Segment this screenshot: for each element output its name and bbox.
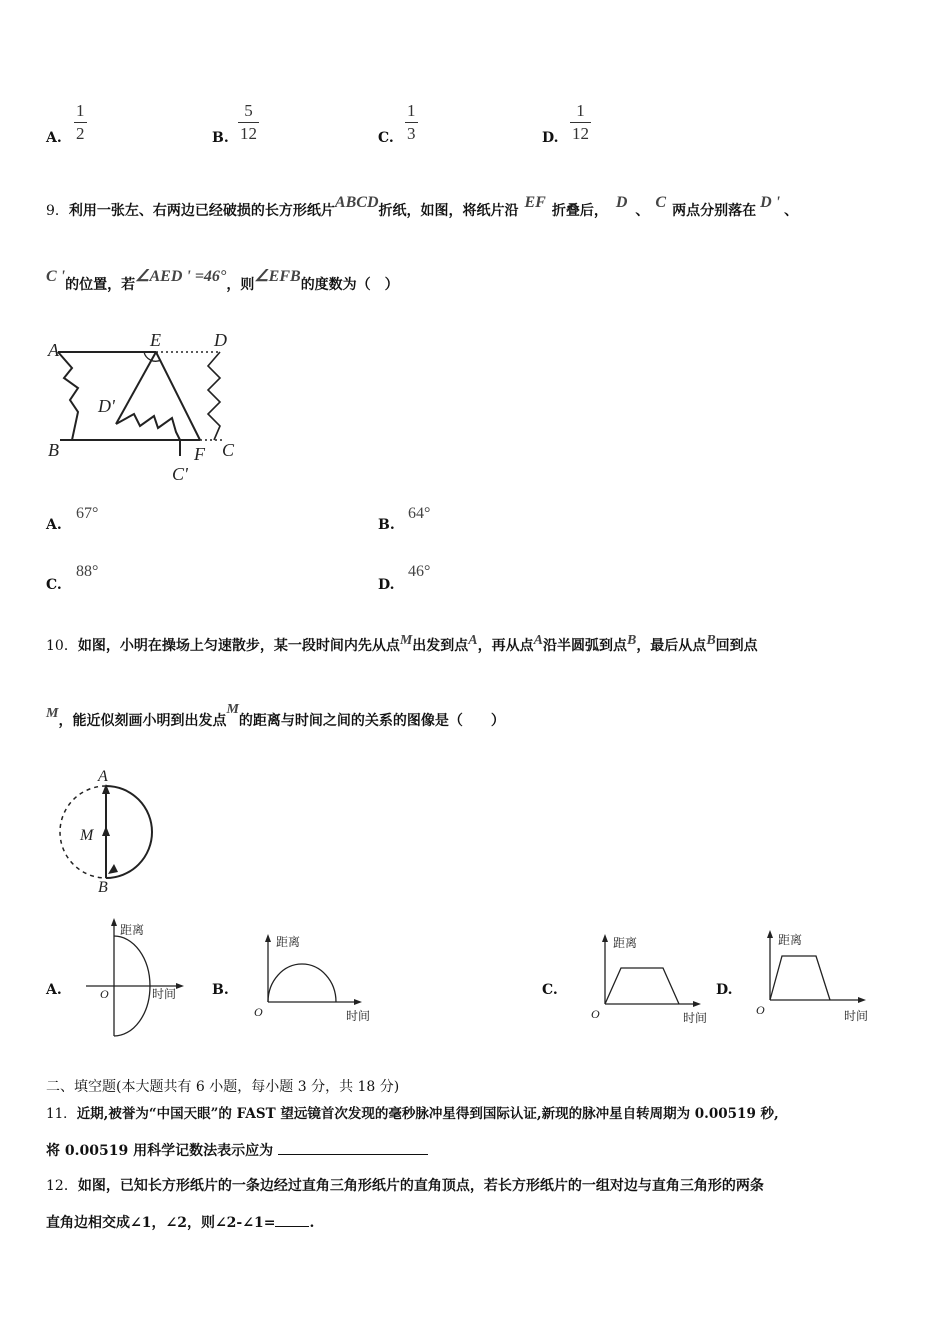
q8-option-d-fraction — [570, 101, 591, 144]
q10-a-origin: O — [100, 987, 109, 1001]
q11-number: 11． — [46, 1106, 77, 1122]
q9-sep: 、 — [635, 203, 650, 219]
q9-option-c-value: 88° — [76, 563, 99, 580]
q9-option-b-label: B. — [378, 517, 395, 533]
q10-label-a: A — [98, 768, 108, 785]
q10-m-3: M — [226, 702, 239, 717]
q12-line2-end: . — [309, 1215, 315, 1231]
q9-option-c-label: C. — [46, 577, 62, 593]
q10-text7: ，能近似刻画小明到出发点 — [58, 713, 227, 729]
q9-option-a-label: A. — [46, 517, 62, 533]
q9-label-b: B — [48, 440, 59, 460]
q9-label-c: C — [222, 440, 235, 460]
q10-b-1: B — [626, 633, 637, 648]
q8-option-b-label: B. — [212, 130, 229, 146]
q10-d-origin: O — [756, 1003, 765, 1017]
q10-c-y-label: 距离 — [613, 936, 638, 950]
q8-option-c-denominator: 3 — [407, 124, 416, 143]
q8-option-b-denominator: 12 — [240, 124, 257, 143]
q10-c-curve — [605, 968, 679, 1004]
q10-d-y-label: 距离 — [778, 933, 803, 947]
q9-dprime: D ' — [760, 194, 781, 211]
q9-option-b-value: 64° — [408, 505, 431, 522]
q9-label-cprime: C' — [172, 464, 188, 484]
q10-number: 10． — [46, 638, 78, 654]
q11-answer-blank[interactable] — [278, 1140, 428, 1155]
q8-option-d-label: D. — [542, 130, 559, 146]
q10-stem-line2 — [46, 702, 505, 730]
q10-stem-line1 — [46, 635, 758, 655]
q10-b-x-label: 时间 — [346, 1009, 371, 1023]
q8-option-a-fraction — [74, 101, 87, 144]
q8-option-c-numerator: 1 — [407, 101, 416, 120]
q9-abcd: ABCD — [334, 194, 379, 211]
q10-d-x-label: 时间 — [844, 1009, 869, 1023]
q10-text1: 如图，小明在操场上匀速散步，某一段时间内先从点 — [77, 638, 400, 654]
q9-option-a-value: 67° — [76, 505, 99, 522]
q9-edge-ed-prime — [116, 352, 156, 424]
q8-option-d-numerator: 1 — [576, 101, 585, 120]
q12-line2 — [46, 1212, 314, 1232]
q10-text2: 出发到点 — [412, 638, 469, 654]
q10-option-a-label: A. — [46, 982, 62, 998]
q10-a-2: A — [533, 633, 543, 648]
q9-option-d-label: D. — [378, 577, 395, 593]
q9-label-d: D — [214, 330, 227, 350]
q9-text2: 折纸，如图，将纸片沿 — [378, 203, 519, 219]
q10-text5: ，最后从点 — [636, 638, 707, 654]
q10-c-origin: O — [591, 1007, 600, 1021]
q9-crease-ef — [156, 352, 200, 440]
q10-m-2: M — [46, 706, 59, 721]
q10-a-y-label: 距离 — [120, 923, 145, 937]
q9-label-dprime: D' — [98, 396, 115, 416]
q9-text5: 、 — [784, 203, 799, 219]
q10-figure — [46, 764, 166, 896]
q11-line1-text: 近期,被誉为“中国天眼”的 FAST 望远镜首次发现的毫秒脉冲星得到国际认证,新现的脉冲星自转周期为 0.00519 秒, — [76, 1106, 779, 1122]
q10-option-c-graph — [585, 930, 715, 1026]
q9-ef: EF — [524, 194, 546, 211]
q9-stem-line2 — [46, 268, 399, 294]
q10-text6: 回到点 — [715, 638, 758, 654]
q9-text1: 利用一张左、右两边已经破损的长方形纸片 — [68, 203, 335, 219]
q8-option-a-label: A. — [46, 130, 62, 146]
q9-folded-torn-edge — [116, 414, 180, 440]
q10-text4: 沿半圆弧到点 — [542, 638, 627, 654]
q10-arrow-arc-end — [108, 864, 118, 874]
q9-text6: 的位置，若 — [65, 277, 136, 293]
q10-m-1: M — [399, 633, 413, 648]
q10-b-y-label: 距离 — [276, 935, 301, 949]
q9-label-e: E — [150, 330, 161, 350]
q9-text4: 两点分别落在 — [672, 203, 757, 219]
q9-stem-line1 — [46, 194, 799, 220]
q11-line2-text: 将 0.00519 用科学记数法表示应为 — [46, 1143, 274, 1159]
q9-text8: 的度数为（ ） — [300, 277, 399, 293]
q10-label-b: B — [98, 879, 108, 896]
q10-b-2: B — [706, 633, 716, 648]
q10-c-x-label: 时间 — [683, 1011, 708, 1025]
q10-b-curve — [268, 964, 336, 1002]
q8-option-b-numerator: 5 — [244, 101, 253, 120]
q10-option-b-graph — [248, 930, 378, 1026]
q10-arrow-up-mid — [102, 826, 110, 836]
q12-line1-text: 如图，已知长方形纸片的一条边经过直角三角形纸片的直角顶点，若长方形纸片的一组对边与直角三角形的两条 — [77, 1178, 764, 1194]
q9-label-f: F — [194, 444, 205, 464]
q9-text7: ，则 — [226, 277, 255, 293]
q9-angle-aed: ∠AED ' =46° — [135, 268, 227, 285]
q9-c: C — [655, 194, 667, 211]
q10-text3: ，再从点 — [477, 638, 534, 654]
q9-cprime: C ' — [46, 268, 66, 285]
q9-d: D — [615, 194, 628, 211]
q10-option-a-graph — [82, 916, 192, 1042]
q9-left-torn-edge — [58, 352, 78, 440]
q9-option-d-value: 46° — [408, 563, 431, 580]
section2-heading: 二、填空题(本大题共有 6 小题，每小题 3 分，共 18 分) — [46, 1079, 400, 1095]
q12-number: 12． — [46, 1178, 78, 1194]
q9-text3: 折叠后， — [551, 203, 608, 219]
q10-option-b-label: B. — [212, 982, 229, 998]
q12-line2-text: 直角边相交成∠1，∠2，则∠2-∠1= — [46, 1215, 276, 1231]
q9-number: 9． — [46, 203, 69, 219]
q10-option-d-graph — [750, 926, 880, 1026]
q10-option-c-label: C. — [542, 982, 558, 998]
q8-option-a-numerator: 1 — [76, 101, 85, 120]
q12-line1 — [46, 1175, 764, 1195]
q12-answer-blank[interactable] — [275, 1212, 309, 1227]
q10-a-1: A — [468, 633, 478, 648]
q8-option-c-label: C. — [378, 130, 394, 146]
q10-a-x-label: 时间 — [152, 987, 177, 1001]
q11-line2 — [46, 1140, 428, 1160]
q9-angle-efb: ∠EFB — [254, 268, 301, 285]
q8-option-b-fraction — [238, 101, 259, 144]
q10-label-m: M — [80, 827, 94, 844]
q10-solid-arc — [106, 786, 152, 878]
q8-option-c-fraction — [405, 101, 418, 144]
q11-line1 — [46, 1102, 779, 1122]
q10-b-origin: O — [254, 1005, 263, 1019]
q10-option-d-label: D. — [716, 982, 733, 998]
q10-d-curve — [770, 956, 830, 1000]
q9-figure — [44, 328, 254, 493]
q8-option-a-denominator: 2 — [76, 124, 85, 143]
q8-option-d-denominator: 12 — [572, 124, 589, 143]
q9-right-torn-edge — [208, 352, 220, 440]
q10-text8: 的距离与时间之间的关系的图像是（ ） — [238, 713, 505, 729]
q9-label-a: A — [48, 340, 59, 360]
